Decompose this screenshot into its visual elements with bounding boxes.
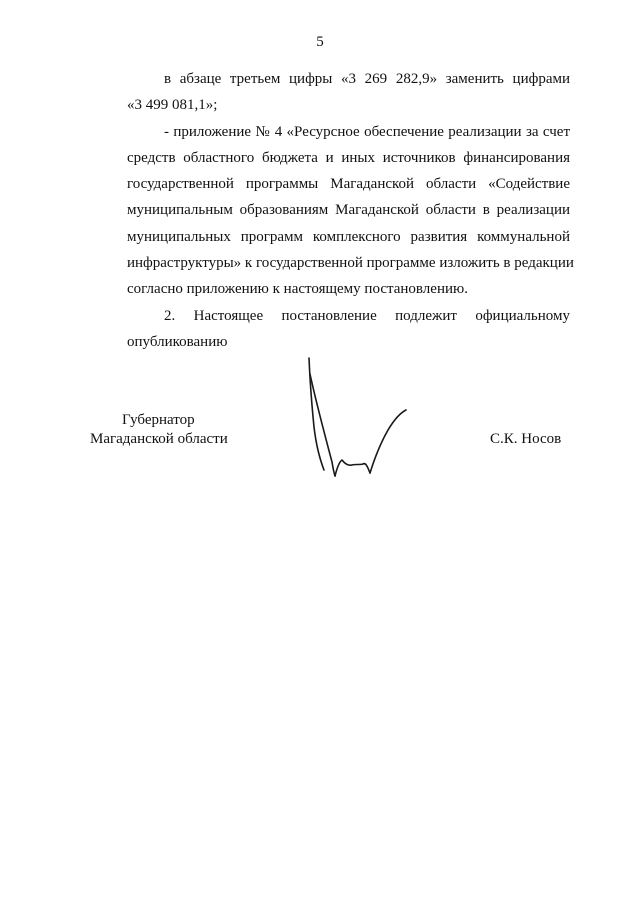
text-line: 2. Настоящее постановление подлежит официальному [164, 307, 570, 324]
text-line: муниципальным образованиям Магаданской области в реализации [127, 202, 570, 219]
signer-name: С.К. Носов [490, 431, 562, 447]
text-line: инфраструктуры» к государственной программе изложить в редакции [127, 255, 574, 272]
text-line: государственной программы Магаданской области «Содействие [127, 176, 570, 193]
text-line: муниципальных программ комплексного развития коммунальной [127, 228, 570, 245]
text-line: опубликованию [127, 333, 228, 350]
signer-title: Губернатор [122, 412, 195, 428]
handwritten-signature [300, 352, 415, 482]
text-line: средств областного бюджета и иных источников финансирования [127, 149, 570, 166]
signer-region: Магаданской области [90, 431, 228, 447]
page-number: 5 [316, 34, 324, 50]
text-line: в абзаце третьем цифры «3 269 282,9» заменить цифрами [164, 71, 570, 87]
text-line: - приложение № 4 «Ресурсное обеспечение реализации за счет [164, 123, 570, 140]
text-line: «3 499 081,1»; [127, 97, 218, 114]
text-line: согласно приложению к настоящему постановлению. [127, 281, 468, 298]
